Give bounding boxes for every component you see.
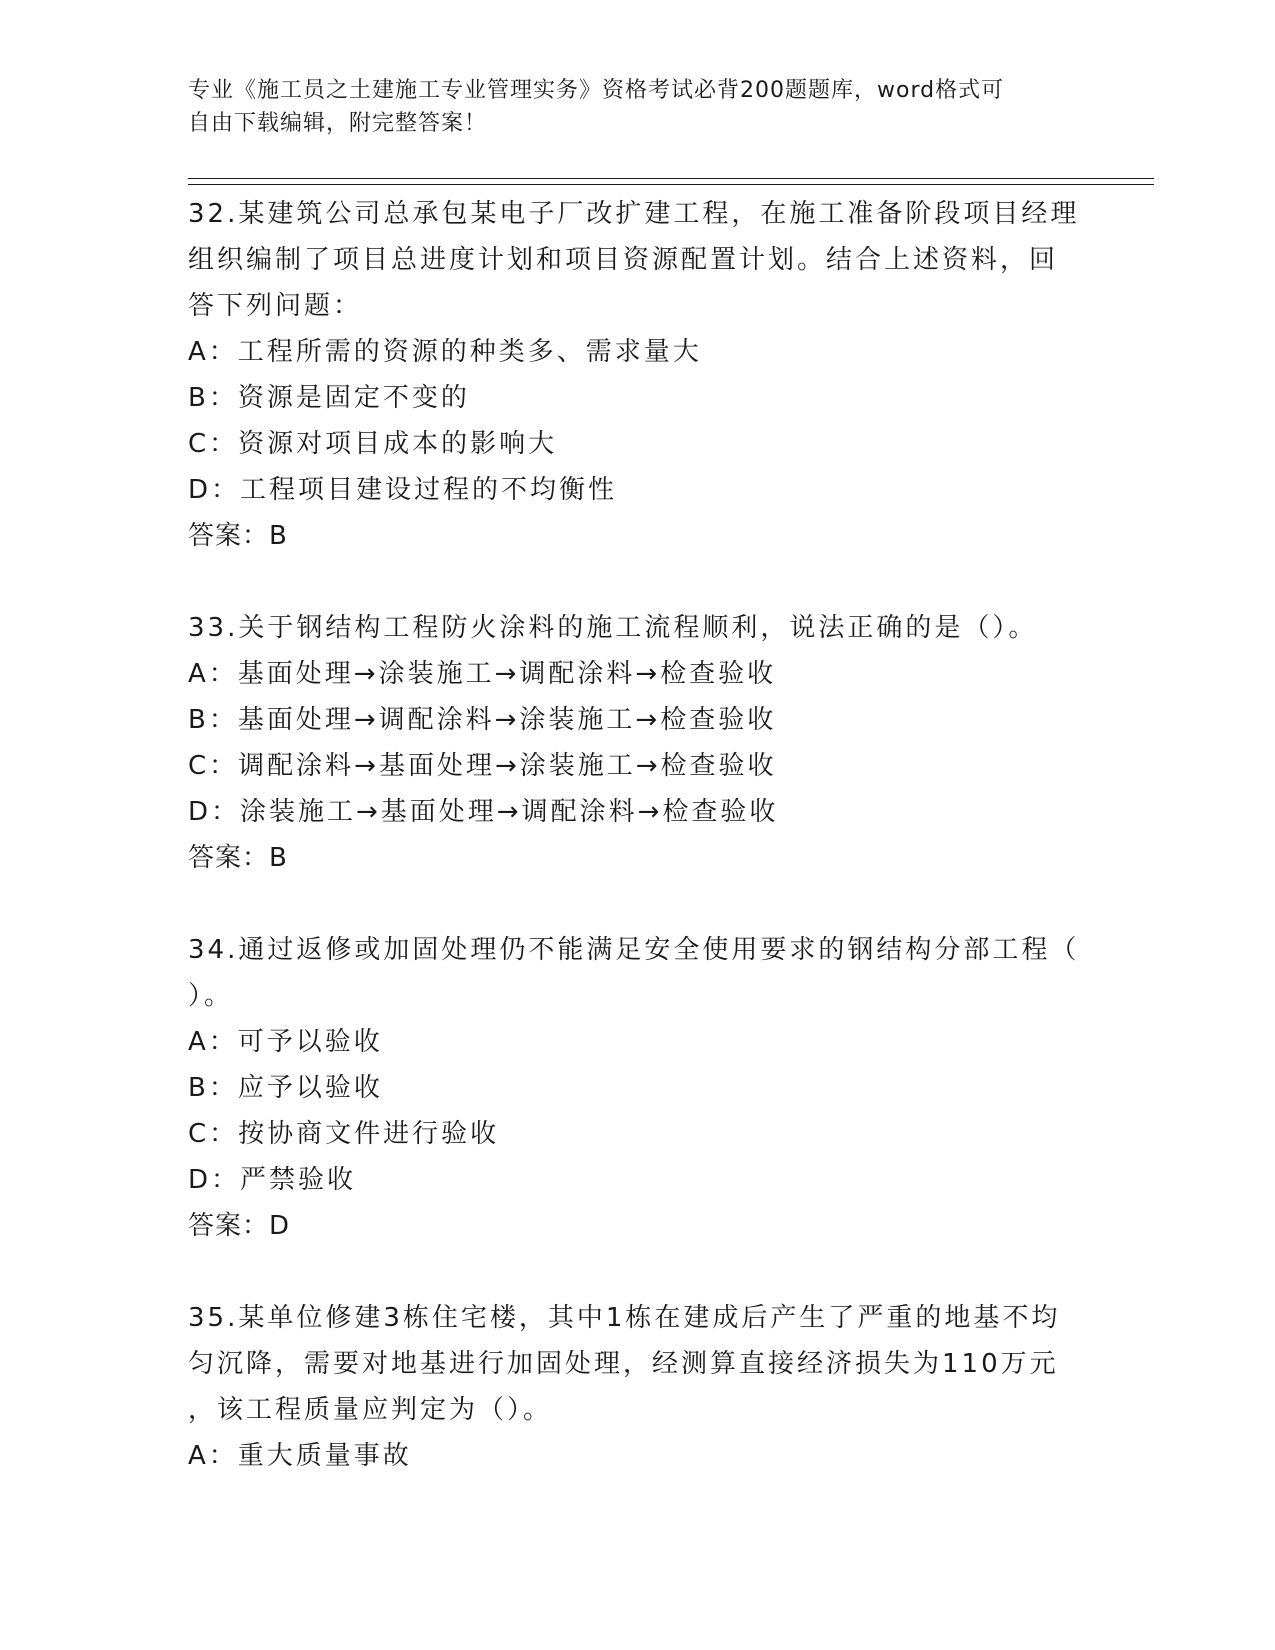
question-stem-line: 34.通过返修或加固处理仍不能满足安全使用要求的钢结构分部工程（: [188, 935, 1080, 965]
spacer: [188, 1249, 1088, 1295]
question-stem-line: ，该工程质量应判定为（）。: [188, 1395, 553, 1425]
option-b: B：基面处理→调配涂料→涂装施工→检查验收: [188, 705, 777, 735]
option-a: A：基面处理→涂装施工→调配涂料→检查验收: [188, 659, 777, 689]
question-list: [188, 191, 1088, 1479]
option-a: A：工程所需的资源的种类多、需求量大: [188, 337, 702, 367]
document-header: [188, 74, 1068, 140]
option-a: A：重大质量事故: [188, 1441, 412, 1471]
option-c: C：调配涂料→基面处理→涂装施工→检查验收: [188, 751, 777, 781]
header-divider-bottom: [188, 184, 1154, 185]
header-line-2: 自由下载编辑，附完整答案！: [188, 111, 488, 136]
option-d: D：严禁验收: [188, 1165, 357, 1195]
option-c: C：按协商文件进行验收: [188, 1119, 500, 1149]
option-b: B：资源是固定不变的: [188, 383, 470, 413]
option-c: C：资源对项目成本的影响大: [188, 429, 558, 459]
option-d: D：涂装施工→基面处理→调配涂料→检查验收: [188, 797, 779, 827]
option-d: D：工程项目建设过程的不均衡性: [188, 475, 618, 505]
question-33: [188, 605, 1088, 881]
option-a: A：可予以验收: [188, 1027, 383, 1057]
question-32: [188, 191, 1088, 559]
answer: 答案：D: [188, 1211, 291, 1241]
spacer: [188, 559, 1088, 605]
question-stem-line: 组织编制了项目总进度计划和项目资源配置计划。结合上述资料，回: [188, 245, 1059, 275]
question-stem-line: 32.某建筑公司总承包某电子厂改扩建工程，在施工准备阶段项目经理: [188, 199, 1080, 229]
question-stem-line: ）。: [188, 981, 234, 1011]
question-35: [188, 1295, 1088, 1479]
header-line-1: 专业《施工员之土建施工专业管理实务》资格考试必背200题题库，word格式可: [188, 78, 1005, 103]
question-stem-line: 35.某单位修建3栋住宅楼，其中1栋在建成后产生了严重的地基不均: [188, 1303, 1061, 1333]
question-stem-line: 匀沉降，需要对地基进行加固处理，经测算直接经济损失为110万元: [188, 1349, 1059, 1379]
answer: 答案：B: [188, 843, 288, 873]
header-divider-top: [188, 178, 1154, 179]
option-b: B：应予以验收: [188, 1073, 383, 1103]
answer: 答案：B: [188, 521, 288, 551]
question-stem-line: 答下列问题：: [188, 291, 363, 321]
question-stem-line: 33.关于钢结构工程防火涂料的施工流程顺利，说法正确的是（）。: [188, 613, 1038, 643]
question-34: [188, 927, 1088, 1249]
spacer: [188, 881, 1088, 927]
